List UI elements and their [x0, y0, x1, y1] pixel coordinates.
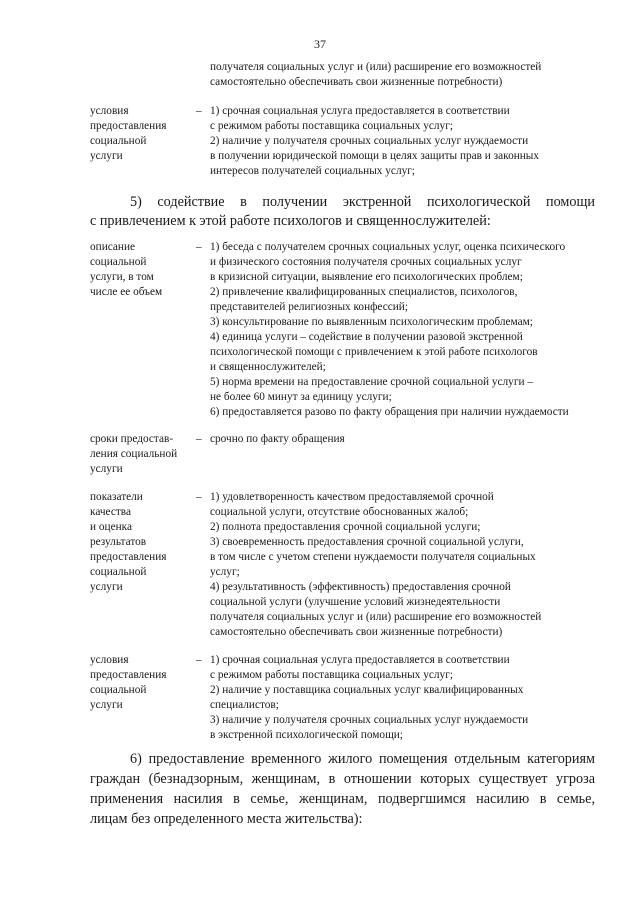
indicators-label: предоставления [90, 551, 167, 563]
continuation-line: получателя социальных услуг и (или) расширение его возможностей [210, 61, 542, 73]
description-text: и физического состояния получателя срочных социальных услуг [210, 256, 522, 268]
indicators-label: показатели [90, 491, 143, 503]
indicators-label: результатов [90, 536, 147, 548]
conditions-label: предоставления [90, 120, 167, 132]
indicators-label: качества [90, 506, 132, 518]
indicators-text: социальной услуги (улучшение условий жизнедеятельности [210, 596, 501, 608]
indicators-label: услуги [90, 581, 123, 593]
indicators-text: 3) своевременность предоставления срочной социальной услуги, [210, 536, 524, 548]
conditions-text: 1) срочная социальная услуга предоставляется в соответствии [210, 105, 510, 117]
row-dash: – [196, 433, 202, 445]
description-text: не более 60 минут за единицу услуги; [210, 391, 392, 403]
terms-text: срочно по факту обращения [210, 433, 345, 445]
indicators-text: услуг; [210, 566, 240, 578]
indicators-label: социальной [90, 566, 147, 578]
section-heading-6: граждан (безнадзорным, женщинам, в отношении которых существует угроза [90, 771, 595, 787]
description-label: социальной [90, 256, 147, 268]
conditions-label: социальной [90, 135, 147, 147]
section-heading-5: 5) содействие в получении экстренной психологической помощи [130, 194, 595, 210]
conditions-text: с режимом работы поставщика социальных услуг; [210, 120, 453, 132]
continuation-line: самостоятельно обеспечивать свои жизненные потребности) [210, 76, 503, 88]
page-number: 37 [314, 37, 326, 51]
conditions-text: 2) наличие у поставщика социальных услуг квалифицированных [210, 684, 524, 696]
section-heading-6: 6) предоставление временного жилого помещения отдельным категориям [130, 751, 595, 767]
description-text: 2) привлечение квалифицированных специалистов, психологов, [210, 286, 518, 298]
conditions-text: с режимом работы поставщика социальных услуг; [210, 669, 453, 681]
conditions-text: в экстренной психологической помощи; [210, 729, 403, 741]
conditions-label: предоставления [90, 669, 167, 681]
description-text: представителей религиозных конфессий; [210, 301, 408, 313]
description-text: 5) норма времени на предоставление срочной социальной услуги – [210, 376, 533, 388]
indicators-text: социальной услуги, отсутствие обоснованных жалоб; [210, 506, 469, 518]
indicators-text: 1) удовлетворенность качеством предоставляемой срочной [210, 491, 494, 503]
conditions-label: услуги [90, 699, 123, 711]
conditions-text: 2) наличие у получателя срочных социальных услуг нуждаемости [210, 135, 529, 147]
description-text: в кризисной ситуации, выявление его психологических проблем; [210, 271, 523, 283]
description-label: услуги, в том [90, 271, 154, 283]
section-heading-5: с привлечением к этой работе психологов и священнослужителей: [90, 213, 491, 229]
conditions-text: специалистов; [210, 699, 279, 711]
conditions-label: условия [90, 654, 129, 666]
terms-label: услуги [90, 463, 123, 475]
description-text: 1) беседа с получателем срочных социальных услуг, оценка психического [210, 241, 566, 253]
description-text: и священнослужителей; [210, 361, 326, 373]
conditions-text: 3) наличие у получателя срочных социальных услуг нуждаемости [210, 714, 529, 726]
conditions-text: в получении юридической помощи в целях защиты прав и законных [210, 150, 540, 162]
conditions-label: услуги [90, 150, 123, 162]
description-label: описание [90, 241, 136, 253]
conditions-text: 1) срочная социальная услуга предоставляется в соответствии [210, 654, 510, 666]
terms-label: сроки предостав- [90, 433, 174, 445]
row-dash: – [196, 491, 202, 503]
description-text: 3) консультирование по выявленным психологическим проблемам; [210, 316, 533, 328]
description-text: психологической помощи с привлечением к этой работе психологов [210, 346, 538, 358]
row-dash: – [196, 105, 202, 117]
section-heading-6: применения насилия в семье, женщинам, подвергшимся насилию в семье, [90, 791, 595, 807]
terms-label: ления социальной [90, 448, 178, 460]
description-label: числе ее объем [90, 286, 163, 298]
indicators-text: 2) полнота предоставления срочной социальной услуги; [210, 521, 481, 533]
section-heading-6: лицам без определенного места жительства): [90, 811, 363, 827]
indicators-text: в том числе с учетом степени нуждаемости получателя социальных [210, 551, 536, 563]
indicators-text: 4) результативность (эффективность) предоставления срочной [210, 581, 511, 593]
row-dash: – [196, 241, 202, 253]
description-text: 6) предоставляется разово по факту обращения при наличии нуждаемости [210, 406, 569, 418]
conditions-label: социальной [90, 684, 147, 696]
description-text: 4) единица услуги – содействие в получении разовой экстренной [210, 331, 523, 343]
row-dash: – [196, 654, 202, 666]
indicators-text: самостоятельно обеспечивать свои жизненные потребности) [210, 626, 503, 638]
conditions-label: условия [90, 105, 129, 117]
conditions-text: интересов получателей социальных услуг; [210, 165, 415, 177]
indicators-label: и оценка [90, 521, 132, 533]
indicators-text: получателя социальных услуг и (или) расширение его возможностей [210, 611, 542, 623]
